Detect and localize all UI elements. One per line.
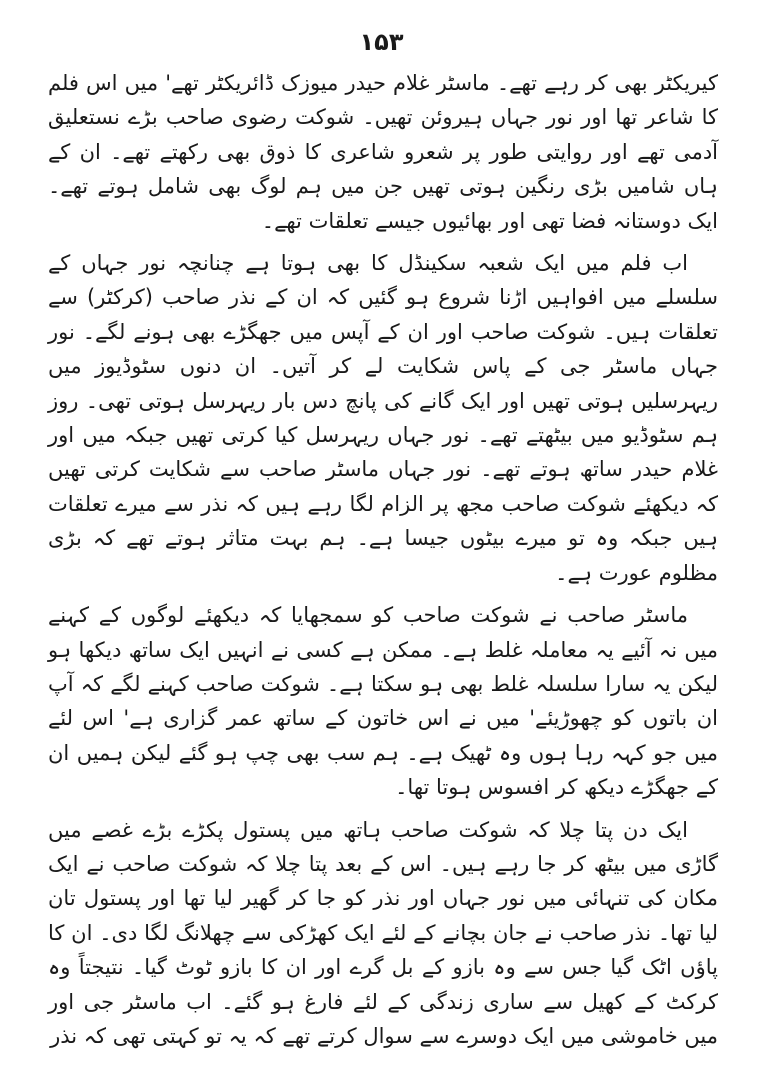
page-number: ۱۵۳ bbox=[359, 28, 404, 56]
page-body-text bbox=[48, 66, 718, 1061]
paragraph: کیریکٹر بھی کر رہے تھے۔ ماسٹر غلام حیدر میوزک ڈائریکٹر تھے' میں اس فلم کا شاعر تھا اور نور جہاں ہیروئن تھیں۔ شوکت رضوی صاحب بڑے نستعلیق آدمی تھے اور روایتی طور پر شعرو شاعری کا ذوق بھی رکھتے تھے۔ ان کے ہاں شامیں بڑی رنگین ہوتی تھیں جن میں ہم لوگ بھی شامل ہوتے تھے۔ ایک دوستانہ فضا تھی اور بھائیوں جیسے تعلقات تھے۔ bbox=[48, 71, 718, 233]
paragraph: ماسٹر صاحب نے شوکت صاحب کو سمجھایا کہ دیکھئے لوگوں کے کہنے میں نہ آئیے یہ معاملہ غلط ہے۔ ممکن ہے کسی نے انہیں ایک ساتھ دیکھا ہو لیکن یہ سارا سلسلہ غلط بھی ہو سکتا ہے۔ شوکت صاحب کہنے لگے کہ آپ ان باتوں کو چھوڑیئے' میں نے اس خاتون کے ساتھ عمر گزاری ہے' اس لئے میں جو کہہ رہا ہوں وہ ٹھیک ہے۔ ہم سب بھی چپ ہو گئے لیکن ہمیں ان کے جھگڑے دیکھ کر افسوس ہوتا تھا۔ bbox=[48, 603, 718, 800]
paragraph: ایک دن پتا چلا کہ شوکت صاحب ہاتھ میں پستول پکڑے بڑے غصے میں گاڑی میں بیٹھ کر جا رہے ہیں۔ اس کے بعد پتا چلا کہ شوکت صاحب نے ایک مکان کی تنہائی میں نور جہاں اور نذر کو جا کر گھیر لیا تھا اور پستول تان لیا تھا۔ نذر صاحب نے جان بچانے کے لئے ایک کھڑکی سے چھلانگ لگا دی۔ ان کا پاؤں اٹک گیا جس سے وہ بازو کے بل گرے اور ان کا بازو ٹوٹ گیا۔ نتیجتاً وہ کرکٹ کے کھیل سے ساری زندگی کے لئے فارغ ہو گئے۔ اب ماسٹر جی اور میں خاموشی میں ایک دوسرے سے سوال کرتے تھے کہ یہ تو کہتی تھی کہ نذر bbox=[48, 817, 718, 1048]
paragraph: اب فلم میں ایک شعبہ سکینڈل کا بھی ہوتا ہے چنانچہ نور جہاں کے سلسلے میں افواہیں اڑنا شروع ہو گئیں کہ ان کے نذر صاحب (کرکٹر) سے تعلقات ہیں۔ شوکت صاحب اور ان کے آپس میں جھگڑے بھی ہونے لگے۔ نور جہاں ماسٹر جی کے پاس شکایت لے کر آتیں۔ ان دنوں سٹوڈیوز میں ریہرسلیں ہوتی تھیں اور ایک گانے کی پانچ دس بار ریہرسل ہوتی تھی۔ روز ہم سٹوڈیو میں بیٹھتے تھے۔ نور جہاں ریہرسل کیا کرتی تھیں جبکہ میں اور غلام حیدر ساتھ ہوتے تھے۔ نور جہاں ماسٹر صاحب سے شکایت کرتی تھیں کہ دیکھئے شوکت صاحب مجھ پر الزام لگا رہے ہیں کہ نذر سے میرے تعلقات ہیں جبکہ وہ تو میرے بیٹوں جیسا ہے۔ ہم بہت متاثر ہوتے تھے کہ بڑی مظلوم عورت ہے۔ bbox=[48, 251, 718, 585]
